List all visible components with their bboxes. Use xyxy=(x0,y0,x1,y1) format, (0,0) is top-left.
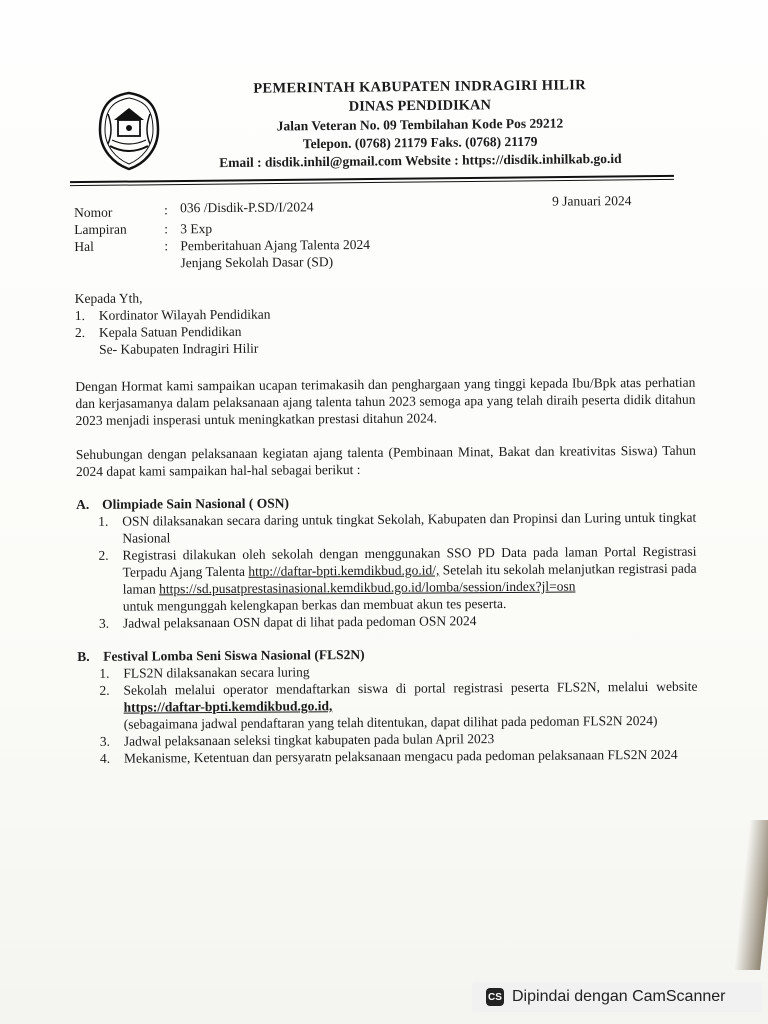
letterhead-address: Jalan Veteran No. 09 Tembilahan Kode Pos 29212 xyxy=(276,115,564,134)
section-fls2n-title: B. Festival Lomba Seni Siswa Nasional (FLS2N) xyxy=(77,646,365,664)
nomor-label: Nomor xyxy=(74,204,113,220)
camscanner-watermark xyxy=(472,982,762,1012)
letter-body xyxy=(74,192,698,767)
section-osn-title: A. Olimpiade Sain Nasional ( OSN) xyxy=(76,495,289,512)
section-fls2n xyxy=(77,644,698,767)
section-osn xyxy=(76,492,697,632)
letterhead-phone: Telepon. (0768) 21179 Faks. (0768) 21179 xyxy=(302,133,538,152)
camscanner-icon: CS xyxy=(486,988,504,1006)
hal-label: Hal xyxy=(74,238,94,254)
osn-session-link[interactable]: https://sd.pusatprestasinasional.kemdikbud.go.id/lomba/session/index?jl=osn xyxy=(159,578,576,597)
hal-colon: : xyxy=(164,238,169,254)
letterhead-email-website: Email : disdik.inhil@gmail.com Website : https://disdik.inhilkab.go.id xyxy=(219,150,622,171)
osn-item-1: 1. OSN dilaksanakan secara daring untuk tingkat Sekolah, Kabupaten dan Propinsi dan Luring untuk tingkat Nasional xyxy=(98,509,697,546)
opening-paragraph: Dengan Hormat kami sampaikan ucapan terimakasih dan penghargaan yang tinggi kepada Ibu/Bpk atas perhatian dan kerjasamanya dalam pelaksanaan ajang talenta tahun 2023 semoga apa yang telah diraih peserta didik ditahun 2023 menjadi insperasi untuk meningkatkan prestasi ditahun 2024. xyxy=(75,374,696,428)
osn-item-3: 3. Jadwal pelaksanaan OSN dapat di lihat pada pedoman OSN 2024 xyxy=(98,613,477,631)
fls2n-item-1: 1. FLS2N dilaksanakan secara luring xyxy=(99,664,310,681)
letterhead xyxy=(170,75,671,172)
camscanner-label: Dipindai dengan CamScanner xyxy=(512,988,726,1005)
fls2n-item-2: 2. Sekolah melalui operator mendaftarkan siswa di portal registrasi peserta FLS2N, melalui website https://daftar-bpti.kemdikbud.go.id, (sebagaimana jadwal pendaftaran yang telah ditentukan, dapat dilihat pada pedoman FLS2N 2024) xyxy=(99,678,698,732)
recipient-greeting: Kepada Yth, xyxy=(74,290,143,306)
fls2n-item-3: 3. Jadwal pelaksanaan seleksi tingkat kabupaten pada bulan April 2023 xyxy=(99,731,495,749)
letterhead-government: PEMERINTAH KABUPATEN INDRAGIRI HILIR xyxy=(253,77,587,97)
recipient-2: 2. Kepala Satuan Pendidikan xyxy=(74,323,242,340)
osn-item-2: 2. Registrasi dilakukan oleh sekolah dengan menggunakan SSO PD Data pada laman Portal Registrasi Terpadu Ajang Talenta http://daftar-bpti.kemdikbud.go.id/, Setelah itu sekolah melanjutkan registrasi pada laman https://sd.pusatprestasinasional.kemdikbud.go.id/lomba/session/index?jl=osn untuk mengunggah kelengkapan berkas dan membuat akun tes peserta. xyxy=(98,543,697,614)
lampiran-colon: : xyxy=(164,221,169,237)
page-edge-shadow xyxy=(734,820,768,970)
letterhead-office: DINAS PENDIDIKAN xyxy=(348,97,491,115)
lampiran-value: 3 Exp xyxy=(180,221,213,237)
intro-paragraph: Sehubungan dengan pelaksanaan kegiatan ajang talenta (Pembinaan Minat, Bakat dan kreativitas Siswa) Tahun 2024 dapat kami sampaikan hal-hal sebagai berikut : xyxy=(75,442,696,479)
fls2n-item-4: 4. Mekanisme, Ketentuan dan persyaratn pelaksanaan mengacu pada pedoman pelaksanaan FLS2N 2024 xyxy=(99,746,678,766)
lampiran-label: Lampiran xyxy=(74,221,127,237)
recipient-1: 1. Kordinator Wilayah Pendidikan xyxy=(74,306,271,323)
nomor-colon: : xyxy=(164,202,168,218)
letter-date: 9 Januari 2024 xyxy=(551,193,632,209)
recipient-2-region: Se- Kabupaten Indragiri Hilir xyxy=(99,340,259,357)
osn-registration-link[interactable]: http://daftar-bpti.kemdikbud.go.id/, xyxy=(248,562,440,579)
regency-emblem-logo xyxy=(96,90,162,172)
hal-value-1: Pemberitahuan Ajang Talenta 2024 xyxy=(180,236,371,254)
recipients xyxy=(75,286,695,358)
nomor-value: 036 /Disdik-P.SD/I/2024 xyxy=(180,199,314,216)
hal-value-2: Jenjang Sekolah Dasar (SD) xyxy=(180,254,334,271)
fls2n-registration-link[interactable]: https://daftar-bpti.kemdikbud.go.id, xyxy=(123,698,333,715)
